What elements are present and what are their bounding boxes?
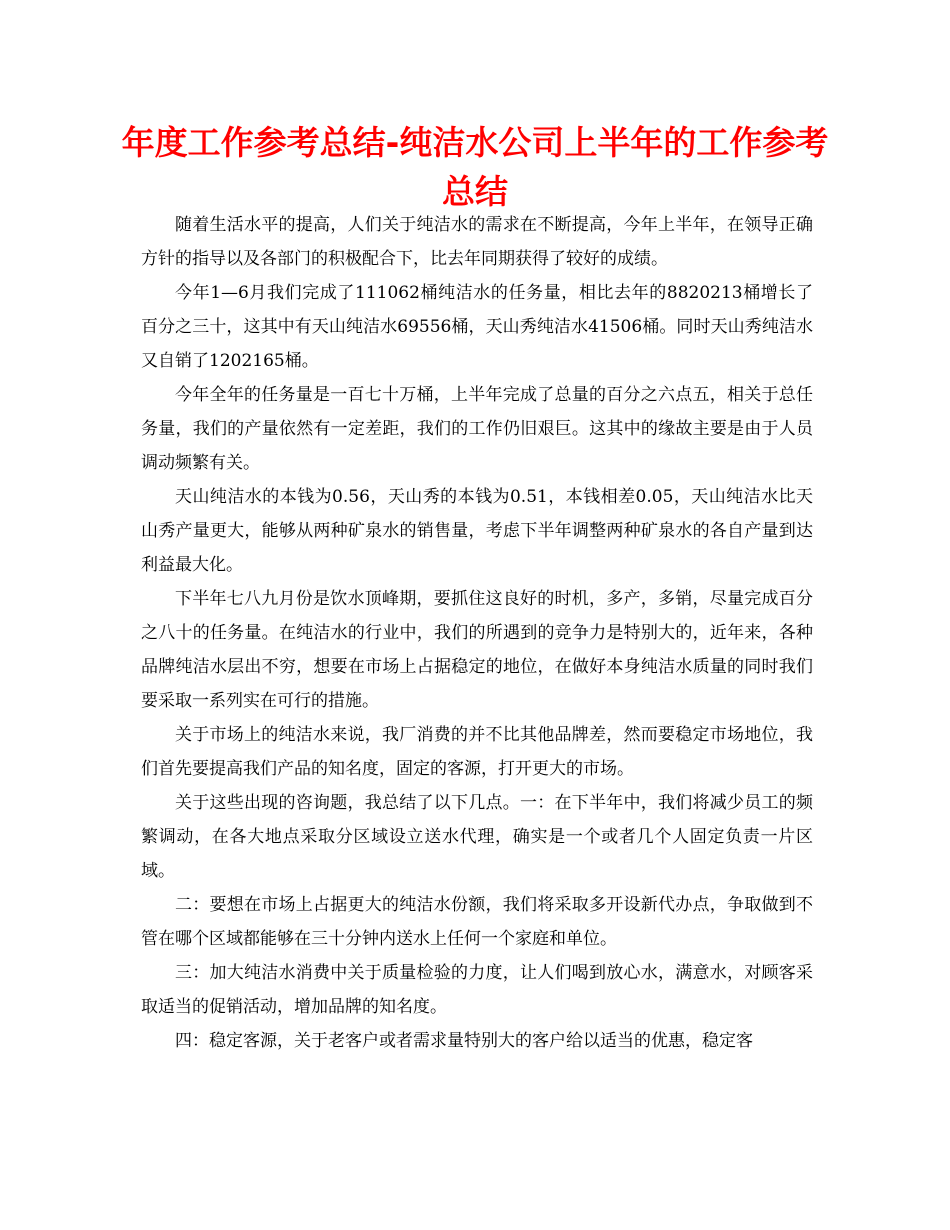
paragraph: 关于这些出现的咨询题，我总结了以下几点。一：在下半年中，我们将减少员工的频繁调动，在各大地点采取分区域设立送水代理，确实是一个或者几个人固定负责一片区域。 bbox=[141, 793, 813, 881]
paragraph: 今年全年的任务量是一百七十万桶，上半年完成了总量的百分之六点五，相关于总任务量，我们的产量依然有一定差距，我们的工作仍旧艰巨。这其中的缘故主要是由于人员调动频繁有关。 bbox=[141, 385, 813, 473]
document-body bbox=[141, 208, 813, 1058]
paragraph: 下半年七八九月份是饮水顶峰期，要抓住这良好的时机，多产，多销，尽量完成百分之八十的任务量。在纯洁水的行业中，我们的所遇到的竞争力是特别大的，近年来，各种品牌纯洁水层出不穷，想要在市场上占据稳定的地位，在做好本身纯洁水质量的同时我们要采取一系列实在可行的措施。 bbox=[141, 589, 813, 711]
paragraph: 四：稳定客源，关于老客户或者需求量特别大的客户给以适当的优惠，稳定客 bbox=[175, 1031, 753, 1051]
paragraph: 随着生活水平的提高，人们关于纯洁水的需求在不断提高，今年上半年，在领导正确方针的指导以及各部门的积极配合下，比去年同期获得了较好的成绩。 bbox=[141, 215, 813, 269]
paragraph: 天山纯洁水的本钱为0.56，天山秀的本钱为0.51，本钱相差0.05，天山纯洁水比天山秀产量更大，能够从两种矿泉水的销售量，考虑下半年调整两种矿泉水的各自产量到达利益最大化。 bbox=[141, 487, 813, 575]
paragraph: 三：加大纯洁水消费中关于质量检验的力度，让人们喝到放心水，满意水，对顾客采取适当的促销活动，增加品牌的知名度。 bbox=[141, 963, 813, 1017]
paragraph: 二：要想在市场上占据更大的纯洁水份额，我们将采取多开设新代办点，争取做到不管在哪个区域都能够在三十分钟内送水上任何一个家庭和单位。 bbox=[141, 895, 813, 949]
paragraph: 关于市场上的纯洁水来说，我厂消费的并不比其他品牌差，然而要稳定市场地位，我们首先要提高我们产品的知名度，固定的客源，打开更大的市场。 bbox=[141, 725, 813, 779]
paragraph: 今年1—6月我们完成了111062桶纯洁水的任务量，相比去年的8820213桶增长了百分之三十，这其中有天山纯洁水69556桶，天山秀纯洁水41506桶。同时天山秀纯洁水又自销了1202165桶。 bbox=[141, 283, 813, 371]
document-title: 年度工作参考总结-纯洁水公司上半年的工作参考总结 bbox=[121, 123, 829, 211]
